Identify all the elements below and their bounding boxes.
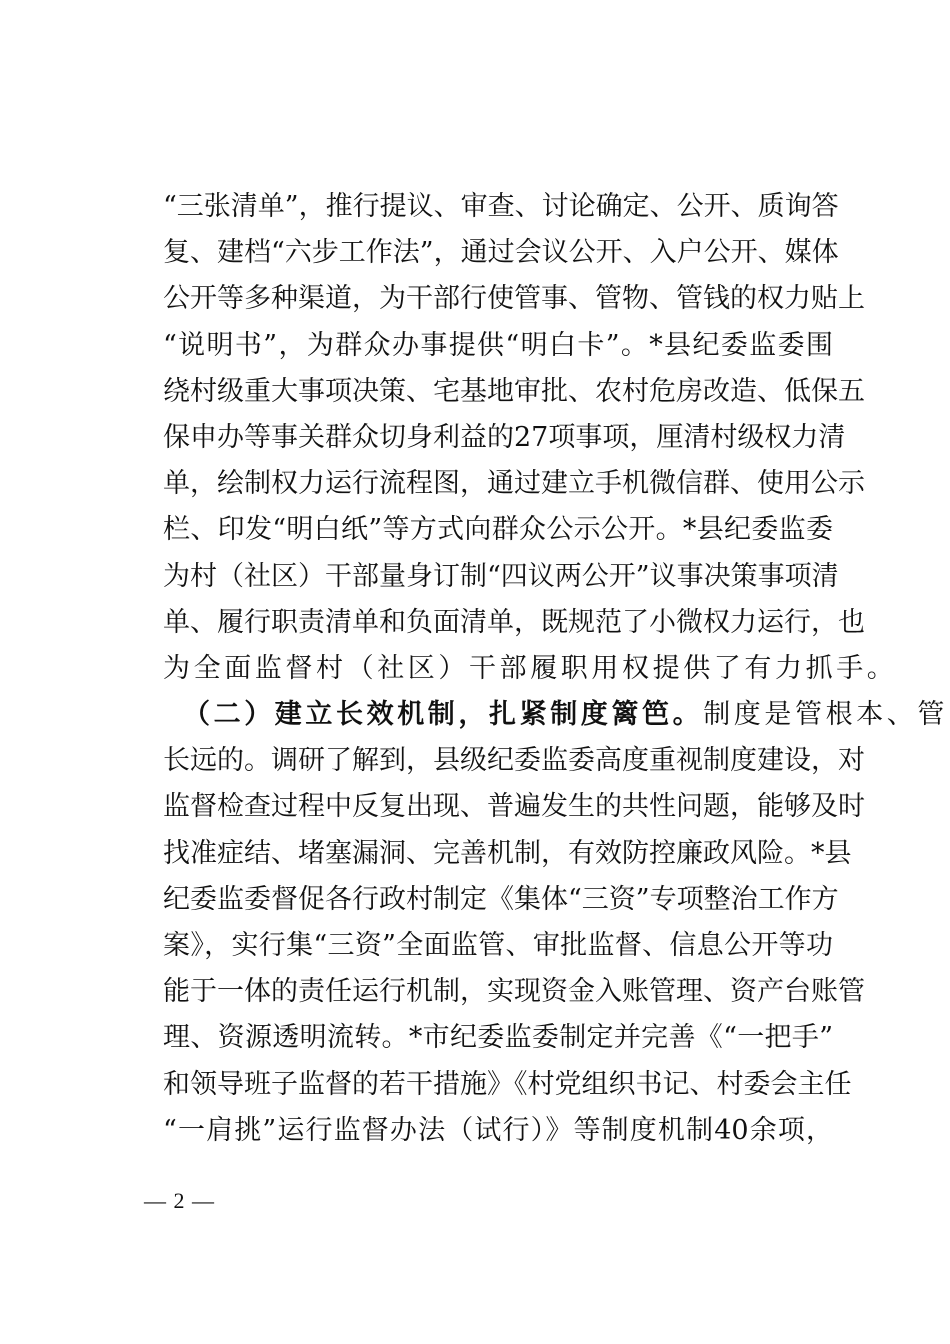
text-line: “三张清单”，推行提议、审查、讨论确定、公开、质询答 (163, 191, 839, 222)
text-line: 长远的。调研了解到，县级纪委监委高度重视制度建设，对 (163, 745, 865, 777)
text-line: 栏、印发“明白纸”等方式向群众公示公开。*县纪委监委 (163, 514, 833, 546)
section-heading: （二）建立长效机制，扎紧制度篱笆。 (183, 699, 704, 731)
text-line: 为村（社区）干部量身订制“四议两公开”议事决策事项清 (163, 560, 839, 592)
text-line: 和领导班子监督的若干措施》《村党组织书记、村委会主任 (163, 1068, 852, 1100)
text-line: 能于一体的责任运行机制，实现资金入账管理、资产台账管 (163, 976, 865, 1008)
text-line: 监督检查过程中反复出现、普遍发生的共性问题，能够及时 (163, 791, 865, 823)
text-line: 找准症结、堵塞漏洞、完善机制，有效防控廉政风险。*县 (163, 837, 852, 869)
page-number: — 2 — (144, 1188, 215, 1213)
text-line: 纪委监委督促各行政村制定《集体“三资”专项整治工作方 (163, 883, 839, 915)
text-line: 单、履行职责清单和负面清单，既规范了小微权力运行，也 (163, 606, 865, 638)
text-line: “一肩挑”运行监督办法（试行）》等制度机制40余项， (163, 1114, 833, 1146)
text-line: 保申办等事关群众切身利益的27项事项，厘清村级权力清 (163, 421, 846, 453)
text-line: 单，绘制权力运行流程图，通过建立手机微信群、使用公示 (163, 468, 865, 500)
text-line: 理、资源透明流转。*市纪委监委制定并完善《“一把手” (163, 1022, 833, 1054)
text-line: 案》，实行集“三资”全面监管、审批监督、信息公开等功 (163, 930, 833, 961)
section-heading-rest: 制度是管根本、管 (703, 699, 949, 731)
document-body (163, 184, 949, 1154)
text-line: 公开等多种渠道，为干部行使管事、管物、管钱的权力贴上 (163, 283, 865, 315)
text-line: 复、建档“六步工作法”，通过会议公开、入户公开、媒体 (163, 237, 839, 269)
section-heading-line (163, 692, 949, 738)
text-line: “说明书”，为群众办事提供“明白卡”。*县纪委监委围 (163, 329, 833, 361)
text-line: 为全面监督村（社区）干部履职用权提供了有力抓手。 (163, 652, 898, 684)
text-line: 绕村级重大事项决策、宅基地审批、农村危房改造、低保五 (163, 375, 865, 407)
